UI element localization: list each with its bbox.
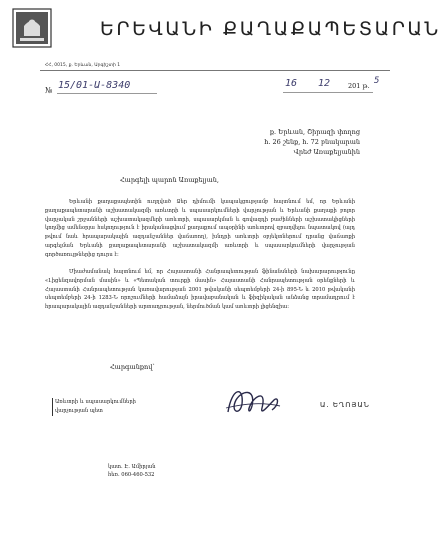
date-year: 201 թ. xyxy=(348,82,370,90)
salutation: Հարգելի պարոն Առաքելյան, xyxy=(120,176,219,184)
addressee-line: ք. Երևան, Շիրազի փողոց xyxy=(269,128,360,136)
signatory-title-line: Առևտրի և սպասարկումների xyxy=(55,399,136,405)
executor-contact xyxy=(108,463,156,479)
city-emblem-icon xyxy=(12,8,52,48)
date-day: 16 xyxy=(285,78,298,89)
signatory-title-line: վարչության պետ xyxy=(55,407,103,414)
addressee-line: Վրեժ Առաքելյանին xyxy=(293,148,360,156)
closing: Հարգանքով՝ xyxy=(110,363,155,371)
addressee-block xyxy=(264,127,360,157)
date-year-suffix: 5 xyxy=(374,76,380,86)
date-underline xyxy=(283,92,373,93)
addressee-line: հ. 26 շենք, հ. 72 բնակարան xyxy=(264,138,360,146)
signatory-name: Ա. ԵՂՈՅԱՆ xyxy=(320,401,370,409)
reference-number: 15/01-Ա-8340 xyxy=(58,80,131,91)
reference-prefix: № xyxy=(45,86,53,95)
executor-phone: հեռ. 060-460-532 xyxy=(108,472,155,478)
letterhead-address: ՀՀ, 0015, ք. Երևան, Արգիշտի 1 xyxy=(45,63,121,68)
signatory-bracket xyxy=(52,398,53,416)
body-paragraph: Երևանի քաղաքապետին ուղղված Ձեր դիմումի կապակցությամբ հայտնում եմ, որ Երևանի քաղաքապետարանի աշխատակազմի առևտրի և սպասարկումների վարչության և Երևանի քաղաքի բոլոր վարչական շրջանների աշխատակազմերի առևտրի, սպասարկման և գովազդի բաժինների աշխատակիցների կողմից ամենօրյա հսկողություն է իրականացվում քաղաքում ապօրինի առևտրով զբաղվելու նպատակով (այդ թվում նաև հրապարակային ազդանշաններ վաճառող), խնդրի առևտրի օբյեկտներում դրանց վաճառքի արգելման Երևանի քաղաքապետարանի աշխատակազմի առևտրի և սպասարկումների վարչության գործառույթներից դուրս է: xyxy=(45,199,355,258)
reference-underline xyxy=(57,93,157,94)
city-hall-title: ԵՐԵՎԱՆԻ ՔԱՂԱՔԱՊԵՏԱՐԱՆ xyxy=(100,18,441,40)
executor-name: կատ. Է. Ամիրյան xyxy=(108,464,156,470)
header-divider xyxy=(40,70,390,71)
date-month: 12 xyxy=(318,78,331,89)
body-paragraph: Միաժամանակ հայտնում եմ, որ Հայաստանի Հանրապետության ֆինանսների նախարարությունը «Լիցենզավորման մասին» և «Պետական տուրքի մասին» Հայաստանի Հանրապետության օրենքների և Հայաստանի Հանրապետության կառավարության 2001 թվականի սեպտեմբերի 24-ի 895-Ն և 2010 թվականի սեպտեմբերի 24-ի 1283-Ն որոշումների համաձայն իրավաբանական և ֆիզիկական անձանց տրամադրում է հրապարակային ազդանշանների արտադրության, ներմուծման կամ առևտրի լիցենզիա: xyxy=(45,269,355,311)
handwritten-signature xyxy=(222,382,282,422)
signatory-title xyxy=(55,398,136,415)
